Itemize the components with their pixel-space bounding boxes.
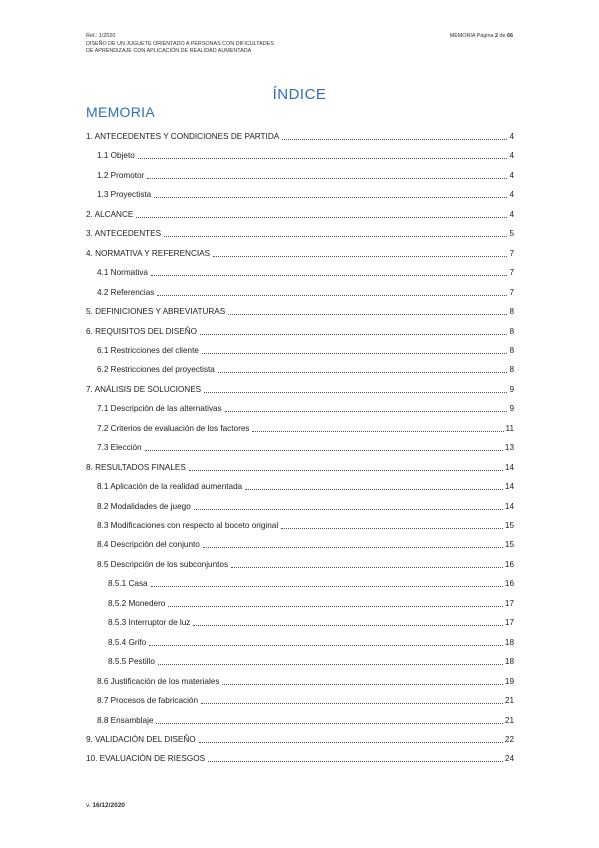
toc-entry-title: 6.2 Restricciones del proyectista bbox=[97, 365, 215, 375]
toc-entry-page: 16 bbox=[504, 579, 514, 589]
toc-entry-page: 7 bbox=[509, 248, 514, 258]
toc-entry[interactable] bbox=[86, 247, 514, 259]
toc-entry-page: 16 bbox=[504, 559, 514, 569]
toc-dot-leader bbox=[199, 742, 503, 743]
toc-entry[interactable] bbox=[86, 714, 514, 726]
toc-entry-page: 24 bbox=[504, 754, 514, 764]
document-section-label: MEMORIA bbox=[449, 33, 476, 39]
toc-entry[interactable] bbox=[86, 519, 514, 531]
page-word: Página bbox=[476, 33, 494, 39]
toc-entry-title: 8.1 Aplicación de la realidad aumentada bbox=[97, 482, 243, 492]
toc-dot-leader bbox=[168, 606, 503, 607]
toc-entry-page: 8 bbox=[509, 326, 514, 336]
toc-entry-title: 8.4 Descripción del conjunto bbox=[97, 540, 200, 550]
toc-dot-leader bbox=[158, 664, 503, 665]
document-reference: Ref.: 1/2020 bbox=[86, 33, 116, 39]
toc-entry-page: 15 bbox=[504, 540, 514, 550]
toc-dot-leader bbox=[252, 431, 503, 432]
toc-dot-leader bbox=[151, 586, 503, 587]
toc-entry[interactable] bbox=[86, 500, 514, 512]
toc-entry-page: 11 bbox=[505, 423, 514, 433]
toc-entry-page: 4 bbox=[509, 190, 514, 200]
page-title: ÍNDICE bbox=[272, 86, 327, 103]
toc-entry-title: 1.1 Objeto bbox=[97, 151, 135, 161]
toc-entry[interactable] bbox=[86, 169, 514, 181]
toc-dot-leader bbox=[147, 178, 507, 179]
toc-entry-page: 19 bbox=[504, 676, 514, 686]
toc-dot-leader bbox=[145, 450, 503, 451]
toc-dot-leader bbox=[231, 567, 503, 568]
toc-entry-page: 22 bbox=[504, 734, 514, 744]
toc-entry-title: 8.8 Ensamblaje bbox=[97, 715, 154, 725]
toc-entry-title: 4.2 Referencias bbox=[97, 287, 155, 297]
toc-entry[interactable] bbox=[86, 227, 514, 239]
toc-entry-title: 1.2 Promotor bbox=[97, 170, 145, 180]
toc-dot-leader bbox=[157, 295, 507, 296]
toc-entry[interactable] bbox=[86, 130, 514, 142]
toc-entry-page: 4 bbox=[509, 132, 514, 141]
project-title-line-1: DISEÑO DE UN JUGUETE ORIENTADO A PERSONAS CON DIFICULTADES bbox=[86, 40, 274, 47]
toc-entry-page: 15 bbox=[504, 521, 514, 530]
page-total: 66 bbox=[507, 33, 513, 39]
page-of-word: de bbox=[499, 33, 506, 39]
toc-entry-title: 9. VALIDACIÓN DEL DISEÑO bbox=[86, 734, 196, 744]
toc-dot-leader bbox=[164, 236, 507, 237]
toc-dot-leader bbox=[222, 684, 502, 685]
toc-entry-page: 18 bbox=[504, 637, 514, 647]
toc-dot-leader bbox=[193, 625, 503, 626]
toc-entry[interactable] bbox=[86, 461, 514, 473]
toc-entry-title: 8.5 Descripción de los subconjuntos bbox=[97, 559, 229, 569]
toc-entry[interactable] bbox=[86, 305, 514, 317]
toc-dot-leader bbox=[136, 217, 507, 218]
toc-entry-title: 7. ANÁLISIS DE SOLUCIONES bbox=[86, 384, 202, 394]
toc-entry[interactable] bbox=[86, 402, 514, 414]
page-current: 2 bbox=[495, 33, 498, 39]
toc-dot-leader bbox=[228, 314, 507, 315]
toc-entry[interactable] bbox=[86, 558, 514, 570]
toc-entry[interactable] bbox=[86, 733, 514, 745]
toc-entry[interactable] bbox=[86, 597, 514, 609]
toc-entry-page: 4 bbox=[509, 151, 514, 161]
toc-entry[interactable] bbox=[86, 325, 514, 337]
toc-entry[interactable] bbox=[86, 149, 514, 161]
section-heading: MEMORIA bbox=[86, 104, 155, 120]
toc-entry-page: 4 bbox=[509, 209, 514, 219]
toc-dot-leader bbox=[218, 372, 508, 373]
toc-dot-leader bbox=[151, 275, 507, 276]
toc-entry-page: 18 bbox=[504, 657, 514, 667]
project-title-line-2: DE APRENDIZAJE CON APLICACIÓN DE REALIDAD AUMENTADA bbox=[86, 48, 252, 54]
toc-dot-leader bbox=[202, 353, 507, 354]
toc-entry[interactable] bbox=[86, 266, 514, 278]
page-footer bbox=[86, 802, 125, 809]
toc-entry-page: 17 bbox=[504, 598, 514, 608]
toc-entry-page: 21 bbox=[504, 715, 514, 725]
toc-entry-title: 4.1 Normativa bbox=[97, 268, 148, 278]
toc-dot-leader bbox=[203, 547, 503, 548]
toc-entry[interactable] bbox=[86, 344, 514, 356]
toc-entry-title: 8.6 Justificación de los materiales bbox=[97, 676, 220, 686]
toc-dot-leader bbox=[245, 489, 503, 490]
toc-entry[interactable] bbox=[86, 616, 514, 628]
toc-entry-title: 8.7 Procesos de fabricación bbox=[97, 696, 199, 706]
running-header-left bbox=[86, 33, 274, 56]
toc-entry[interactable] bbox=[86, 752, 514, 764]
toc-entry-title: 1.3 Proyectista bbox=[97, 190, 152, 200]
toc-entry-title: 7.2 Criterios de evaluación de los factores bbox=[97, 423, 250, 433]
toc-entry-page: 13 bbox=[504, 443, 514, 453]
toc-entry[interactable] bbox=[86, 480, 514, 492]
toc-entry[interactable] bbox=[86, 422, 514, 434]
toc-entry-page: 21 bbox=[504, 696, 514, 706]
toc-dot-leader bbox=[156, 723, 502, 724]
toc-entry-title: 8.5.4 Grifo bbox=[108, 637, 147, 647]
toc-entry-page: 14 bbox=[504, 501, 514, 511]
toc-entry-title: 8. RESULTADOS FINALES bbox=[86, 462, 186, 472]
toc-dot-leader bbox=[225, 411, 508, 412]
toc-entry-title: 8.5.3 Interruptor de luz bbox=[108, 618, 191, 628]
toc-entry-title: 6.1 Restricciones del cliente bbox=[97, 345, 199, 355]
version-date: 16/12/2020 bbox=[92, 802, 125, 809]
toc-entry-title: 8.3 Modificaciones con respecto al boceto original bbox=[97, 521, 279, 530]
toc-entry-page: 8 bbox=[509, 307, 514, 317]
toc-entry[interactable] bbox=[86, 363, 514, 375]
toc-entry-title: 8.5.2 Monedero bbox=[108, 598, 166, 608]
toc-entry-title: 7.1 Descripción de las alternativas bbox=[97, 404, 222, 414]
toc-entry-title: 4. NORMATIVA Y REFERENCIAS bbox=[86, 248, 211, 258]
toc-entry[interactable] bbox=[86, 208, 514, 220]
toc-entry-page: 4 bbox=[509, 170, 514, 180]
toc-entry-page: 7 bbox=[509, 287, 514, 297]
toc-dot-leader bbox=[213, 256, 507, 257]
toc-entry-page: 9 bbox=[509, 384, 514, 394]
toc-dot-leader bbox=[201, 703, 503, 704]
toc-entry-title: 2. ALCANCE bbox=[86, 209, 134, 219]
toc-entry-page: 5 bbox=[509, 229, 514, 239]
toc-entry[interactable] bbox=[86, 538, 514, 550]
toc-entry-title: 1. ANTECEDENTES Y CONDICIONES DE PARTIDA bbox=[86, 132, 280, 141]
toc-entry-title: 8.5.5 Pestillo bbox=[108, 657, 155, 667]
toc-entry[interactable] bbox=[86, 286, 514, 298]
toc-entry[interactable] bbox=[86, 636, 514, 648]
toc-dot-leader bbox=[138, 158, 508, 159]
toc-entry[interactable] bbox=[86, 441, 514, 453]
toc-entry-title: 7.3 Elección bbox=[97, 443, 142, 453]
toc-entry-page: 8 bbox=[509, 345, 514, 355]
toc-dot-leader bbox=[204, 392, 507, 393]
toc-entry[interactable] bbox=[86, 694, 514, 706]
toc-entry[interactable] bbox=[86, 188, 514, 200]
toc-dot-leader bbox=[189, 470, 503, 471]
toc-entry-title: 5. DEFINICIONES Y ABREVIATURAS bbox=[86, 307, 226, 317]
toc-dot-leader bbox=[200, 334, 507, 335]
running-header-right bbox=[450, 33, 513, 39]
toc-entry-title: 6. REQUISITOS DEL DISEÑO bbox=[86, 326, 198, 336]
toc-entry-page: 14 bbox=[504, 482, 514, 492]
toc-entry-title: 8.5.1 Casa bbox=[108, 579, 148, 589]
toc-entry-title: 3. ANTECEDENTES bbox=[86, 229, 162, 239]
toc-dot-leader bbox=[149, 645, 503, 646]
toc-entry-page: 17 bbox=[504, 618, 514, 628]
toc-entry[interactable] bbox=[86, 655, 514, 667]
toc-entry[interactable] bbox=[86, 383, 514, 395]
toc-entry-page: 7 bbox=[509, 268, 514, 278]
toc-entry[interactable] bbox=[86, 675, 514, 687]
toc-dot-leader bbox=[154, 197, 507, 198]
toc-entry-title: 8.2 Modalidades de juego bbox=[97, 501, 191, 511]
toc-dot-leader bbox=[281, 528, 503, 529]
toc-entry-title: 10. EVALUACIÓN DE RIESGOS bbox=[86, 754, 206, 764]
toc-entry-page: 9 bbox=[509, 404, 514, 414]
toc-entry-page: 8 bbox=[509, 365, 514, 375]
toc-entry-page: 14 bbox=[504, 462, 514, 472]
toc-entry[interactable] bbox=[86, 577, 514, 589]
toc-dot-leader bbox=[194, 509, 503, 510]
version-prefix: v. bbox=[86, 802, 91, 809]
toc-dot-leader bbox=[208, 761, 503, 762]
toc-dot-leader bbox=[282, 139, 507, 140]
